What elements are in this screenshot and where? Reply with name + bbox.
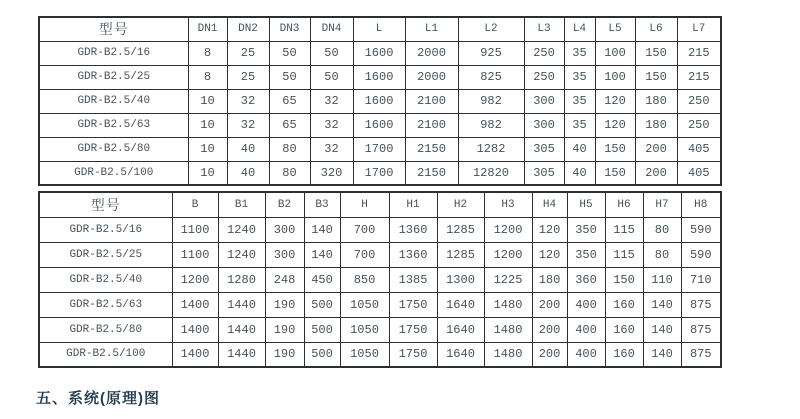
table-row xyxy=(39,113,721,137)
value-cell: 1285 xyxy=(437,242,484,267)
value-cell: 590 xyxy=(681,217,721,242)
model-cell: GDR-B2.5/100 xyxy=(39,161,188,185)
column-header: H xyxy=(340,192,389,217)
value-cell: 875 xyxy=(681,317,721,342)
value-cell: 160 xyxy=(605,342,643,367)
table-row xyxy=(39,217,721,242)
value-cell: 250 xyxy=(677,89,721,113)
value-cell: 25 xyxy=(227,65,269,89)
column-header: L5 xyxy=(595,17,635,41)
header-row xyxy=(39,17,721,41)
value-cell: 1440 xyxy=(218,342,265,367)
value-cell: 150 xyxy=(595,137,635,161)
value-cell: 200 xyxy=(635,161,677,185)
value-cell: 150 xyxy=(635,41,677,65)
value-cell: 35 xyxy=(564,41,595,65)
value-cell: 35 xyxy=(564,113,595,137)
value-cell: 250 xyxy=(524,65,564,89)
value-cell: 160 xyxy=(605,292,643,317)
value-cell: 25 xyxy=(227,41,269,65)
value-cell: 115 xyxy=(605,217,643,242)
column-header: H4 xyxy=(532,192,567,217)
value-cell: 2000 xyxy=(405,41,458,65)
header-row xyxy=(39,192,721,217)
value-cell: 190 xyxy=(265,292,304,317)
value-cell: 40 xyxy=(227,137,269,161)
value-cell: 300 xyxy=(265,242,304,267)
value-cell: 120 xyxy=(532,217,567,242)
value-cell: 50 xyxy=(269,65,310,89)
value-cell: 1100 xyxy=(172,217,218,242)
value-cell: 1225 xyxy=(484,267,532,292)
value-cell: 300 xyxy=(524,89,564,113)
column-header: L1 xyxy=(405,17,458,41)
model-cell: GDR-B2.5/16 xyxy=(39,217,172,242)
value-cell: 500 xyxy=(304,342,340,367)
value-cell: 1480 xyxy=(484,317,532,342)
value-cell: 35 xyxy=(564,65,595,89)
value-cell: 1480 xyxy=(484,342,532,367)
value-cell: 200 xyxy=(635,137,677,161)
model-cell: GDR-B2.5/25 xyxy=(39,242,172,267)
value-cell: 115 xyxy=(605,242,643,267)
column-header: L4 xyxy=(564,17,595,41)
value-cell: 1360 xyxy=(389,242,437,267)
value-cell: 190 xyxy=(265,342,304,367)
value-cell: 110 xyxy=(643,267,681,292)
dimensions-table-b-h xyxy=(38,191,722,368)
value-cell: 350 xyxy=(567,242,605,267)
column-header: H7 xyxy=(643,192,681,217)
value-cell: 100 xyxy=(595,65,635,89)
model-cell: GDR-B2.5/80 xyxy=(39,317,172,342)
value-cell: 10 xyxy=(188,113,227,137)
model-cell: GDR-B2.5/63 xyxy=(39,292,172,317)
value-cell: 1385 xyxy=(389,267,437,292)
value-cell: 925 xyxy=(458,41,524,65)
value-cell: 120 xyxy=(595,113,635,137)
value-cell: 400 xyxy=(567,342,605,367)
value-cell: 50 xyxy=(310,65,353,89)
value-cell: 1200 xyxy=(484,242,532,267)
value-cell: 710 xyxy=(681,267,721,292)
value-cell: 1640 xyxy=(437,342,484,367)
value-cell: 300 xyxy=(524,113,564,137)
value-cell: 250 xyxy=(677,113,721,137)
value-cell: 1400 xyxy=(172,317,218,342)
value-cell: 2150 xyxy=(405,161,458,185)
value-cell: 2100 xyxy=(405,113,458,137)
value-cell: 80 xyxy=(269,137,310,161)
value-cell: 875 xyxy=(681,342,721,367)
value-cell: 180 xyxy=(532,267,567,292)
value-cell: 65 xyxy=(269,113,310,137)
value-cell: 1400 xyxy=(172,342,218,367)
column-header: B2 xyxy=(265,192,304,217)
value-cell: 850 xyxy=(340,267,389,292)
value-cell: 100 xyxy=(595,41,635,65)
value-cell: 1480 xyxy=(484,292,532,317)
value-cell: 140 xyxy=(643,342,681,367)
model-cell: GDR-B2.5/40 xyxy=(39,267,172,292)
model-column-header: 型号 xyxy=(39,192,172,217)
column-header: L xyxy=(353,17,405,41)
value-cell: 1700 xyxy=(353,161,405,185)
column-header: L7 xyxy=(677,17,721,41)
value-cell: 215 xyxy=(677,65,721,89)
value-cell: 150 xyxy=(605,267,643,292)
table-row xyxy=(39,292,721,317)
column-header: H3 xyxy=(484,192,532,217)
value-cell: 1700 xyxy=(353,137,405,161)
value-cell: 305 xyxy=(524,161,564,185)
value-cell: 32 xyxy=(310,89,353,113)
value-cell: 150 xyxy=(635,65,677,89)
value-cell: 825 xyxy=(458,65,524,89)
value-cell: 180 xyxy=(635,113,677,137)
value-cell: 140 xyxy=(304,217,340,242)
model-cell: GDR-B2.5/80 xyxy=(39,137,188,161)
value-cell: 982 xyxy=(458,89,524,113)
value-cell: 1750 xyxy=(389,292,437,317)
column-header: L3 xyxy=(524,17,564,41)
value-cell: 248 xyxy=(265,267,304,292)
value-cell: 40 xyxy=(564,137,595,161)
value-cell: 2100 xyxy=(405,89,458,113)
value-cell: 1050 xyxy=(340,317,389,342)
value-cell: 120 xyxy=(595,89,635,113)
value-cell: 1100 xyxy=(172,242,218,267)
table-row xyxy=(39,242,721,267)
value-cell: 1240 xyxy=(218,242,265,267)
value-cell: 875 xyxy=(681,292,721,317)
column-header: DN1 xyxy=(188,17,227,41)
value-cell: 405 xyxy=(677,161,721,185)
value-cell: 80 xyxy=(643,242,681,267)
value-cell: 1200 xyxy=(172,267,218,292)
value-cell: 10 xyxy=(188,137,227,161)
value-cell: 1440 xyxy=(218,317,265,342)
value-cell: 2150 xyxy=(405,137,458,161)
value-cell: 500 xyxy=(304,317,340,342)
column-header: H2 xyxy=(437,192,484,217)
value-cell: 200 xyxy=(532,317,567,342)
column-header: DN2 xyxy=(227,17,269,41)
value-cell: 1282 xyxy=(458,137,524,161)
column-header: L2 xyxy=(458,17,524,41)
column-header: B3 xyxy=(304,192,340,217)
column-header: H5 xyxy=(567,192,605,217)
table-row xyxy=(39,65,721,89)
column-header: L6 xyxy=(635,17,677,41)
value-cell: 1600 xyxy=(353,65,405,89)
value-cell: 32 xyxy=(227,113,269,137)
value-cell: 700 xyxy=(340,217,389,242)
value-cell: 65 xyxy=(269,89,310,113)
value-cell: 190 xyxy=(265,317,304,342)
table-row xyxy=(39,317,721,342)
value-cell: 160 xyxy=(605,317,643,342)
value-cell: 1640 xyxy=(437,317,484,342)
value-cell: 400 xyxy=(567,317,605,342)
table-row xyxy=(39,137,721,161)
value-cell: 1750 xyxy=(389,342,437,367)
value-cell: 215 xyxy=(677,41,721,65)
value-cell: 12820 xyxy=(458,161,524,185)
value-cell: 400 xyxy=(567,292,605,317)
section-heading: 五、系统(原理)图 xyxy=(36,390,160,407)
column-header: B xyxy=(172,192,218,217)
value-cell: 50 xyxy=(310,41,353,65)
dimensions-table-dn-l xyxy=(38,16,722,186)
value-cell: 8 xyxy=(188,41,227,65)
value-cell: 150 xyxy=(595,161,635,185)
value-cell: 320 xyxy=(310,161,353,185)
value-cell: 1200 xyxy=(484,217,532,242)
table-row xyxy=(39,267,721,292)
model-cell: GDR-B2.5/16 xyxy=(39,41,188,65)
value-cell: 140 xyxy=(304,242,340,267)
model-cell: GDR-B2.5/25 xyxy=(39,65,188,89)
value-cell: 405 xyxy=(677,137,721,161)
value-cell: 80 xyxy=(269,161,310,185)
value-cell: 982 xyxy=(458,113,524,137)
value-cell: 2000 xyxy=(405,65,458,89)
value-cell: 40 xyxy=(564,161,595,185)
value-cell: 1300 xyxy=(437,267,484,292)
value-cell: 700 xyxy=(340,242,389,267)
value-cell: 1050 xyxy=(340,292,389,317)
value-cell: 40 xyxy=(227,161,269,185)
value-cell: 1640 xyxy=(437,292,484,317)
value-cell: 140 xyxy=(643,292,681,317)
value-cell: 32 xyxy=(310,137,353,161)
value-cell: 140 xyxy=(643,317,681,342)
value-cell: 305 xyxy=(524,137,564,161)
value-cell: 1280 xyxy=(218,267,265,292)
column-header: DN3 xyxy=(269,17,310,41)
value-cell: 50 xyxy=(269,41,310,65)
value-cell: 1750 xyxy=(389,317,437,342)
value-cell: 8 xyxy=(188,65,227,89)
column-header: H6 xyxy=(605,192,643,217)
model-cell: GDR-B2.5/100 xyxy=(39,342,172,367)
value-cell: 1600 xyxy=(353,89,405,113)
value-cell: 350 xyxy=(567,217,605,242)
model-cell: GDR-B2.5/63 xyxy=(39,113,188,137)
model-column-header: 型号 xyxy=(39,17,188,41)
value-cell: 10 xyxy=(188,161,227,185)
table-row xyxy=(39,89,721,113)
value-cell: 500 xyxy=(304,292,340,317)
value-cell: 590 xyxy=(681,242,721,267)
value-cell: 360 xyxy=(567,267,605,292)
value-cell: 32 xyxy=(227,89,269,113)
value-cell: 1440 xyxy=(218,292,265,317)
value-cell: 1360 xyxy=(389,217,437,242)
model-cell: GDR-B2.5/40 xyxy=(39,89,188,113)
value-cell: 1240 xyxy=(218,217,265,242)
value-cell: 10 xyxy=(188,89,227,113)
column-header: DN4 xyxy=(310,17,353,41)
column-header: H8 xyxy=(681,192,721,217)
value-cell: 35 xyxy=(564,89,595,113)
value-cell: 200 xyxy=(532,292,567,317)
value-cell: 32 xyxy=(310,113,353,137)
value-cell: 180 xyxy=(635,89,677,113)
value-cell: 200 xyxy=(532,342,567,367)
column-header: B1 xyxy=(218,192,265,217)
table-row xyxy=(39,342,721,367)
value-cell: 1600 xyxy=(353,113,405,137)
value-cell: 1600 xyxy=(353,41,405,65)
table-row xyxy=(39,161,721,185)
value-cell: 1400 xyxy=(172,292,218,317)
value-cell: 1050 xyxy=(340,342,389,367)
value-cell: 1285 xyxy=(437,217,484,242)
value-cell: 80 xyxy=(643,217,681,242)
value-cell: 450 xyxy=(304,267,340,292)
table-row xyxy=(39,41,721,65)
value-cell: 120 xyxy=(532,242,567,267)
value-cell: 250 xyxy=(524,41,564,65)
value-cell: 300 xyxy=(265,217,304,242)
column-header: H1 xyxy=(389,192,437,217)
